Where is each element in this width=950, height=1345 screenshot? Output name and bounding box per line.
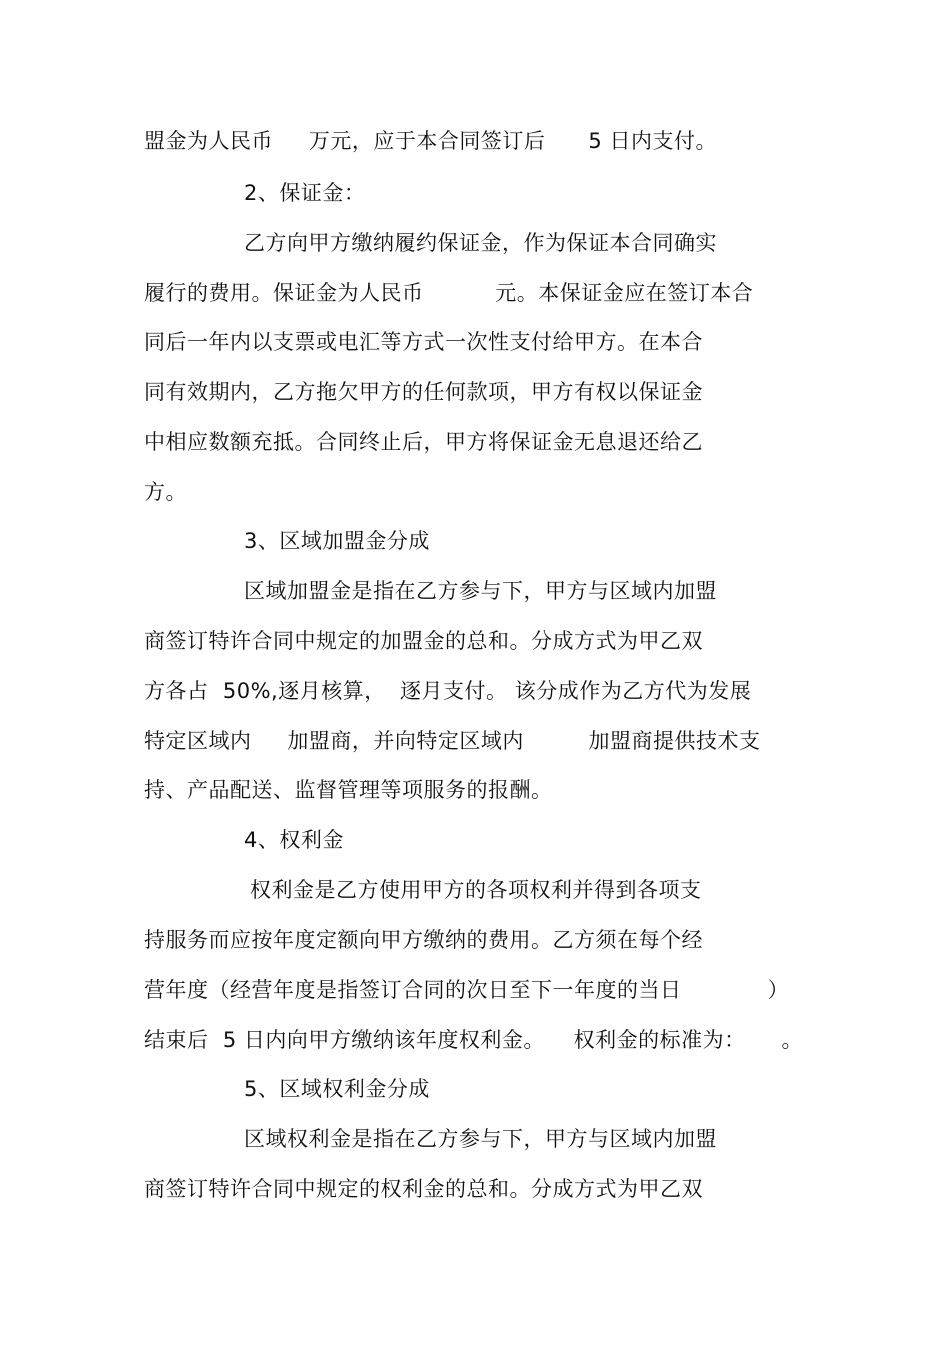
body-line: 同有效期内，乙方拖欠甲方的任何款项，甲方有权以保证金 (144, 380, 703, 404)
body-line: 履行的费用。保证金为人民币 元。本保证金应在签订本合 (144, 281, 754, 305)
body-line: 营年度（经营年度是指签订合同的次日至下一年度的当日 ） (144, 978, 790, 1002)
body-line: 商签订特许合同中规定的权利金的总和。分成方式为甲乙双 (144, 1177, 703, 1201)
body-line: 方各占 50%,逐月核算， 逐月支付。 该分成作为乙方代为发展 (144, 679, 752, 703)
section-heading: 2、保证金： (244, 181, 366, 205)
body-line: 权利金是乙方使用甲方的各项权利并得到各项支 (250, 878, 702, 902)
section-heading: 3、区域加盟金分成 (244, 529, 430, 553)
body-line: 商签订特许合同中规定的加盟金的总和。分成方式为甲乙双 (144, 629, 703, 653)
body-line: 区域权利金是指在乙方参与下，甲方与区域内加盟 (244, 1127, 717, 1151)
body-line: 乙方向甲方缴纳履约保证金，作为保证本合同确实 (244, 231, 717, 255)
section-heading: 4、权利金 (244, 828, 344, 852)
body-line: 盟金为人民币 万元，应于本合同签订后 5 日内支付。 (144, 129, 717, 153)
body-line: 特定区域内 加盟商，并向特定区域内 加盟商提供技术支 (144, 729, 761, 753)
body-line: 持服务而应按年度定额向甲方缴纳的费用。乙方须在每个经 (144, 928, 703, 952)
body-line: 方。 (144, 480, 187, 504)
body-line: 持、产品配送、监督管理等项服务的报酬。 (144, 778, 553, 802)
body-line: 结束后 5 日内向甲方缴纳该年度权利金。 权利金的标准为： 。 (144, 1028, 803, 1052)
body-line: 中相应数额充抵。合同终止后，甲方将保证金无息退还给乙 (144, 430, 703, 454)
body-line: 区域加盟金是指在乙方参与下，甲方与区域内加盟 (244, 579, 717, 603)
body-line: 同后一年内以支票或电汇等方式一次性支付给甲方。在本合 (144, 330, 703, 354)
section-heading: 5、区域权利金分成 (244, 1077, 430, 1101)
